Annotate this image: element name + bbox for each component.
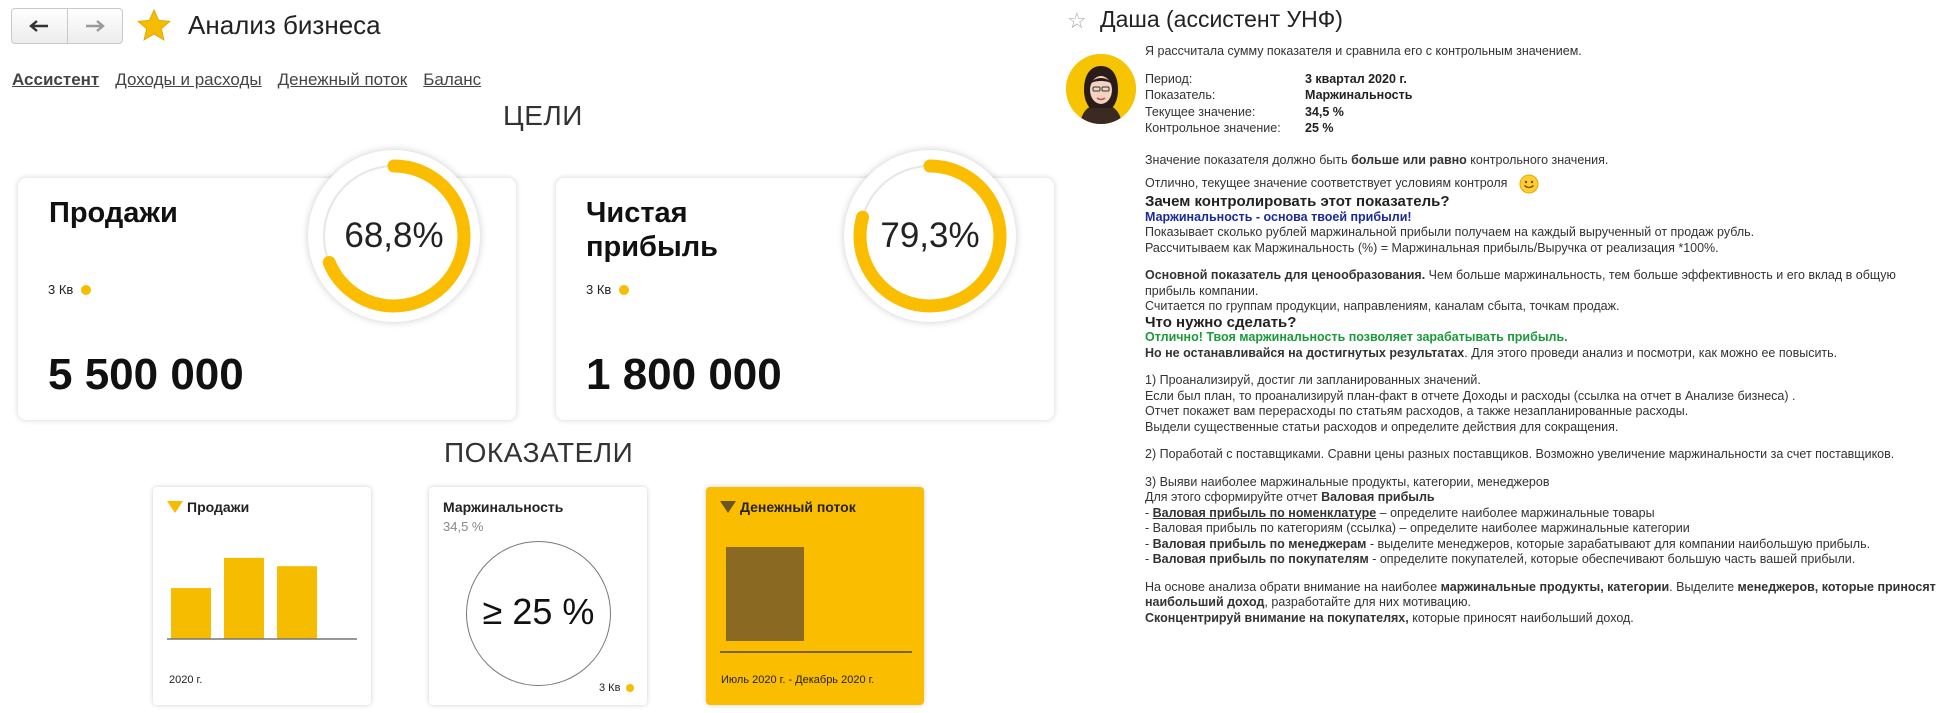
favorite-star-outline-icon[interactable]: ☆ bbox=[1067, 8, 1087, 33]
intro-text: Я рассчитала сумму показателя и сравнила его с контрольным значением. bbox=[1145, 44, 1582, 58]
goal-title: Продажи bbox=[49, 197, 178, 229]
page-title: Анализ бизнеса bbox=[188, 10, 381, 40]
indicator-footer: 2020 г. bbox=[169, 674, 203, 686]
summary-fields bbox=[1145, 72, 1940, 137]
goal-period bbox=[586, 282, 629, 297]
sales-bar bbox=[171, 588, 211, 639]
goals-heading: ЦЕЛИ bbox=[503, 100, 583, 131]
period-dot-icon bbox=[81, 285, 91, 295]
cash-flow-bar bbox=[726, 547, 804, 641]
goal-value: 1 800 000 bbox=[586, 350, 782, 399]
step3-line-5: - Валовая прибыль по менеджерам - выделите менеджеров, которые зарабатывают для компании наибольшую прибыль. bbox=[1145, 536, 1871, 551]
why-heading: Зачем контролировать этот показатель? bbox=[1145, 193, 1450, 210]
todo-line bbox=[1145, 346, 1940, 362]
why-line-1: Показывает сколько рублей маржинальной прибыли получаем на каждый вырученный от продаж рубль. bbox=[1145, 225, 1755, 239]
why-line-2: Рассчитываем как Маржинальность (%) = Маржинальная прибыль/Выручка от реализация *100%. bbox=[1145, 240, 1719, 255]
conclusion-bold: маржинальные продукты, категории bbox=[1440, 579, 1670, 594]
period-label: 3 Кв bbox=[599, 682, 621, 694]
field-label: Показатель: bbox=[1145, 88, 1216, 102]
assistant-title: Даша (ассистент УНФ) bbox=[1100, 6, 1343, 32]
assistant-message bbox=[1145, 44, 1940, 626]
sales-bar bbox=[277, 566, 317, 639]
sales-bar bbox=[224, 558, 264, 639]
forward-button[interactable] bbox=[67, 9, 123, 43]
step3-line-2 bbox=[1145, 490, 1940, 506]
step3-bold: Валовая прибыль bbox=[1321, 490, 1435, 504]
step3-line-4: - Валовая прибыль по категориям (ссылка) – определите наиболее маржинальные категории bbox=[1145, 521, 1690, 535]
indicator-header bbox=[720, 499, 856, 515]
field-value: 3 квартал 2020 г. bbox=[1305, 71, 1407, 86]
goal-period bbox=[48, 282, 91, 297]
why-highlight: Маржинальность - основа твоей прибыли! bbox=[1145, 209, 1412, 224]
chart-baseline bbox=[720, 651, 912, 653]
threshold-text: ≥ 25 % bbox=[482, 591, 595, 632]
arrow-left-icon bbox=[28, 19, 50, 33]
goal-title: Чистая прибыль bbox=[586, 197, 718, 263]
conclusion-post: , разработайте для них мотивацию. bbox=[1264, 595, 1471, 609]
dropdown-triangle-icon bbox=[167, 501, 183, 513]
gauge-net-profit bbox=[844, 150, 1016, 322]
rule-bold: больше или равно bbox=[1351, 152, 1467, 167]
smiley-icon bbox=[1519, 174, 1539, 194]
step3-text: - определите покупателей, которые обеспечивают большую часть вашей прибыли. bbox=[1368, 552, 1856, 566]
indicator-cash-flow[interactable] bbox=[706, 487, 924, 705]
step3-text: - выделите менеджеров, которые зарабатывают для компании наибольшую прибыль. bbox=[1366, 536, 1871, 551]
dropdown-triangle-icon bbox=[720, 501, 736, 513]
period-dot-icon bbox=[626, 684, 634, 692]
gross-profit-by-items-link[interactable]: Валовая прибыль по номенклатуре bbox=[1152, 505, 1377, 520]
todo-text: . Для этого проведи анализ и посмотри, как можно ее повысить. bbox=[1464, 345, 1838, 360]
field-label: Контрольное значение: bbox=[1145, 121, 1281, 135]
tab-assistant[interactable]: Ассистент bbox=[12, 70, 100, 89]
tab-income-expenses[interactable]: Доходы и расходы bbox=[115, 70, 262, 89]
indicator-margin[interactable] bbox=[429, 487, 647, 705]
indicator-subtitle: 34,5 % bbox=[443, 519, 484, 534]
arrow-right-icon bbox=[84, 19, 106, 33]
indicator-title: Денежный поток bbox=[740, 499, 856, 515]
step1-line-2: Если был план, то проанализируй план-факт в отчете Доходы и расходы (ссылка на отчет в Анализе бизнеса) . bbox=[1145, 388, 1796, 403]
conclusion-line-2 bbox=[1145, 611, 1940, 627]
step3-text: – определите наиболее маржинальные товары bbox=[1376, 505, 1655, 520]
indicators-heading: ПОКАЗАТЕЛИ bbox=[444, 437, 634, 468]
conclusion-bold: Сконцентрируй внимание на покупателях, bbox=[1145, 610, 1409, 625]
step3-line-3: - Валовая прибыль по номенклатуре – определите наиболее маржинальные товары bbox=[1145, 505, 1655, 520]
tab-cash-flow[interactable]: Денежный поток bbox=[277, 70, 408, 89]
result-line bbox=[1145, 174, 1940, 194]
main-line-1 bbox=[1145, 268, 1940, 299]
rule-post: контрольного значения. bbox=[1466, 152, 1609, 167]
step1-line-3: Отчет покажет вам перерасходы по статьям расходов, а также незапланированные расходы. bbox=[1145, 404, 1689, 418]
step3-line-6: - Валовая прибыль по покупателям - определите покупателей, которые обеспечивают большую часть вашей прибыли. bbox=[1145, 552, 1856, 566]
indicator-sales[interactable] bbox=[153, 487, 371, 705]
back-button[interactable] bbox=[12, 9, 67, 43]
rule-pre: Значение показателя должно быть bbox=[1145, 152, 1352, 167]
indicator-title: Маржинальность bbox=[443, 499, 564, 515]
tab-balance[interactable]: Баланс bbox=[423, 70, 482, 89]
main-line-2: Считается по группам продукции, направлениям, каналам сбыта, точкам продаж. bbox=[1145, 299, 1620, 313]
gauge-percent: 79,3% bbox=[880, 216, 980, 255]
period-dot-icon bbox=[619, 285, 629, 295]
rule-text bbox=[1145, 153, 1940, 169]
field-value: Маржинальность bbox=[1305, 88, 1413, 102]
todo-heading: Что нужно сделать? bbox=[1145, 313, 1297, 331]
gauge-sales bbox=[308, 150, 480, 322]
conclusion-mid: . Выделите bbox=[1669, 579, 1738, 594]
step3-bold: Валовая прибыль по покупателям bbox=[1152, 552, 1369, 566]
step3-line-1: 3) Выяви наиболее маржинальные продукты, категории, менеджеров bbox=[1145, 474, 1550, 489]
result-text: Отлично, текущее значение соответствует условиям контроля bbox=[1145, 176, 1508, 191]
sales-bar-chart bbox=[167, 535, 359, 641]
main-bold: Основной показатель для ценообразования. bbox=[1145, 268, 1426, 282]
field-label: Период: bbox=[1145, 71, 1193, 86]
step3-pre: Для этого сформируйте отчет bbox=[1145, 490, 1322, 504]
indicator-period bbox=[599, 682, 634, 694]
todo-highlight: Отлично! Твоя маржинальность позволяет зарабатывать прибыль. bbox=[1145, 330, 1568, 344]
conclusion-bold: менеджеров, которые приносят наибольший доход bbox=[1145, 579, 1936, 609]
gauge-percent: 68,8% bbox=[344, 216, 444, 255]
todo-bold: Но не останавливайся на достигнутых результатах bbox=[1145, 345, 1465, 360]
period-label: 3 Кв bbox=[586, 282, 612, 297]
indicator-header bbox=[167, 499, 249, 515]
step1-line-4: Выдели существенные статьи расходов и определите действия для сокращения. bbox=[1145, 419, 1619, 434]
conclusion-text: которые приносят наибольший доход. bbox=[1408, 610, 1634, 625]
assistant-avatar bbox=[1066, 54, 1136, 124]
indicator-footer: Июль 2020 г. - Декабрь 2020 г. bbox=[721, 674, 875, 686]
section-tabs bbox=[12, 70, 481, 90]
step1-line-1: 1) Проанализируй, достиг ли запланированных значений. bbox=[1145, 373, 1481, 387]
main-text: Чем больше маржинальность, тем больше эффективность и его вклад в общую прибыль компании. bbox=[1145, 268, 1896, 298]
step2-line: 2) Поработай с поставщиками. Сравни цены разных поставщиков. Возможно увеличение маржинальности за счет поставщиков. bbox=[1145, 447, 1895, 461]
indicator-title: Продажи bbox=[187, 499, 250, 515]
conclusion-pre: На основе анализа обрати внимание на наиболее bbox=[1145, 579, 1441, 594]
favorite-star-icon[interactable] bbox=[136, 8, 172, 44]
field-value: 25 % bbox=[1305, 121, 1334, 135]
field-label: Текущее значение: bbox=[1145, 104, 1256, 119]
step3-bold: Валовая прибыль по менеджерам bbox=[1152, 536, 1367, 551]
period-label: 3 Кв bbox=[48, 282, 74, 297]
goal-value: 5 500 000 bbox=[48, 350, 244, 399]
avatar-portrait bbox=[1066, 54, 1136, 124]
history-nav bbox=[11, 8, 123, 44]
conclusion-line-1 bbox=[1145, 580, 1940, 611]
field-value: 34,5 % bbox=[1305, 104, 1344, 119]
